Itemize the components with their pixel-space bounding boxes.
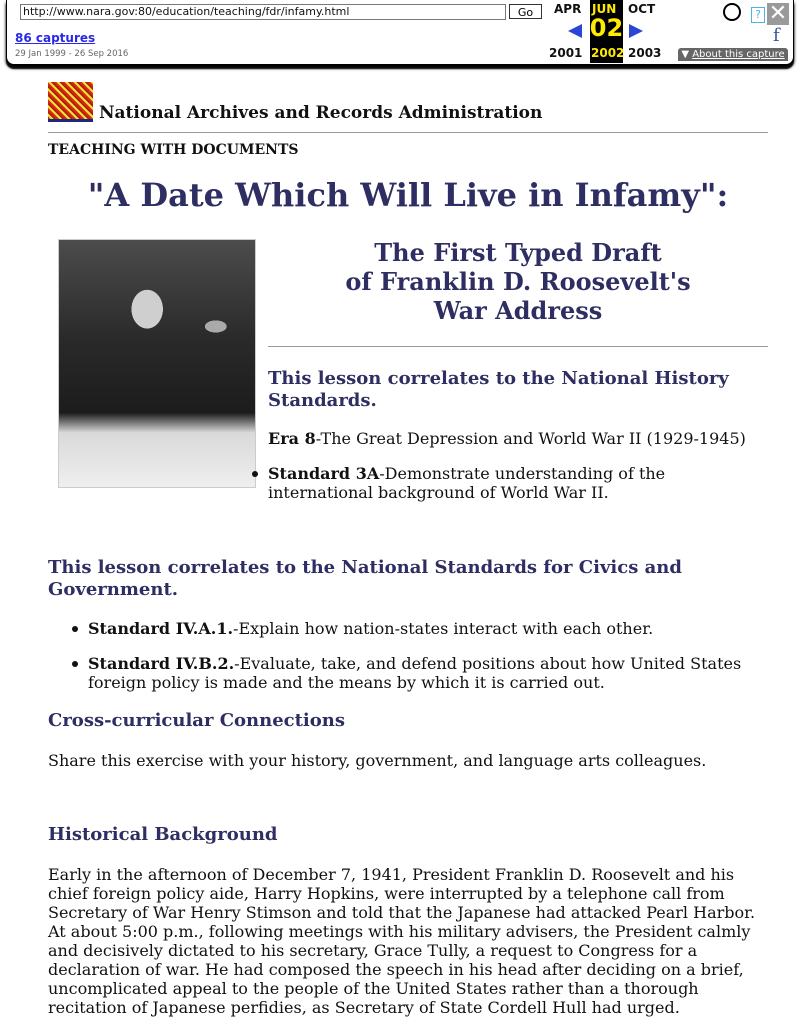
capture-date-range: 29 Jan 1999 - 26 Sep 2016	[15, 49, 129, 59]
prev-month-link[interactable]: APR	[554, 2, 582, 16]
help-icon[interactable]: ?	[751, 7, 765, 23]
facebook-share-icon[interactable]: f	[773, 25, 780, 46]
section-label: TEACHING WITH DOCUMENTS	[48, 142, 299, 158]
cross-curricular-heading: Cross-curricular Connections	[48, 710, 345, 731]
bullet-icon	[72, 626, 78, 632]
historical-background-heading: Historical Background	[48, 824, 278, 845]
civics-standard-item	[88, 654, 768, 692]
org-name: National Archives and Records Administration	[99, 103, 543, 123]
caret-down-icon: ▼	[681, 49, 690, 60]
standard-text: -Demonstrate understanding of the international background of World War II.	[268, 464, 666, 502]
era-text: -The Great Depression and World War II (1929-1945)	[315, 429, 746, 448]
historical-background-text: Early in the afternoon of December 7, 1941, President Franklin D. Roosevelt and his chief foreign policy aide, Harry Hopkins, were interrupted by a telephone call from Secretary of War Henry Stimson and told that the Japanese had attacked Pearl Harbor. At about 5:00 p.m., following meetings with his military advisers, the President calmly and decisively dictated to his secretary, Grace Tully, a request to Congress for a declaration of war. He had composed the speech in his head after deciding on a brief, uncomplicated appeal to the people of the United States rather than a thorough recitation of Japanese perfidies, as Secretary of State Cordell Hull had urged.	[48, 865, 756, 1017]
go-button[interactable]: Go	[509, 4, 542, 19]
era-label: Era 8	[268, 429, 316, 448]
standard-text: -Explain how nation-states interact with each other.	[233, 619, 654, 638]
close-icon[interactable]: ✕	[768, 1, 788, 26]
next-capture-arrow-icon[interactable]	[629, 24, 643, 38]
page-title: "A Date Which Will Live in Infamy":	[87, 176, 729, 214]
prev-capture-arrow-icon[interactable]	[568, 24, 582, 38]
page-subtitle	[268, 238, 768, 325]
standard-label: Standard 3A	[268, 464, 380, 483]
site-header	[48, 80, 768, 122]
prev-year-link[interactable]: 2001	[549, 46, 583, 60]
civics-standard-item	[88, 619, 768, 638]
wayback-toolbar	[6, 0, 794, 65]
subtitle-line: The First Typed Draft	[374, 238, 662, 267]
photo-image	[61, 242, 253, 485]
subtitle-line: War Address	[433, 296, 603, 325]
current-day: 02	[589, 14, 624, 42]
about-capture-label: About this capture	[692, 49, 785, 60]
fdr-signing-photo	[58, 239, 256, 488]
standard-label: Standard IV.B.2.	[88, 654, 235, 673]
current-year: 2002	[591, 46, 625, 60]
subtitle-divider	[268, 346, 768, 347]
standard-label: Standard IV.A.1.	[88, 619, 234, 638]
captures-link[interactable]: 86 captures	[15, 31, 96, 45]
cross-curricular-text: Share this exercise with your history, government, and language arts colleagues.	[48, 751, 707, 770]
url-input[interactable]	[20, 4, 506, 20]
bullet-icon	[252, 471, 258, 477]
about-capture-button[interactable]	[678, 48, 788, 61]
bullet-icon	[72, 661, 78, 667]
current-month: JUN	[592, 2, 617, 16]
next-year-link[interactable]: 2003	[628, 46, 662, 60]
header-divider	[48, 132, 768, 133]
history-standards-heading: This lesson correlates to the National History Standards.	[268, 368, 729, 411]
subtitle-line: of Franklin D. Roosevelt's	[345, 267, 691, 296]
civics-standards-heading: This lesson correlates to the National Standards for Civics and Government.	[48, 557, 682, 600]
history-standard-item	[268, 464, 768, 502]
nara-logo-icon[interactable]	[48, 82, 93, 122]
era-line	[268, 429, 746, 448]
loading-circle-icon	[723, 3, 741, 21]
page-content	[48, 80, 768, 1017]
standard-text: -Evaluate, take, and defend positions about how United States foreign policy is made and the means by which it is carried out.	[88, 654, 742, 692]
next-month-link[interactable]: OCT	[628, 2, 656, 16]
